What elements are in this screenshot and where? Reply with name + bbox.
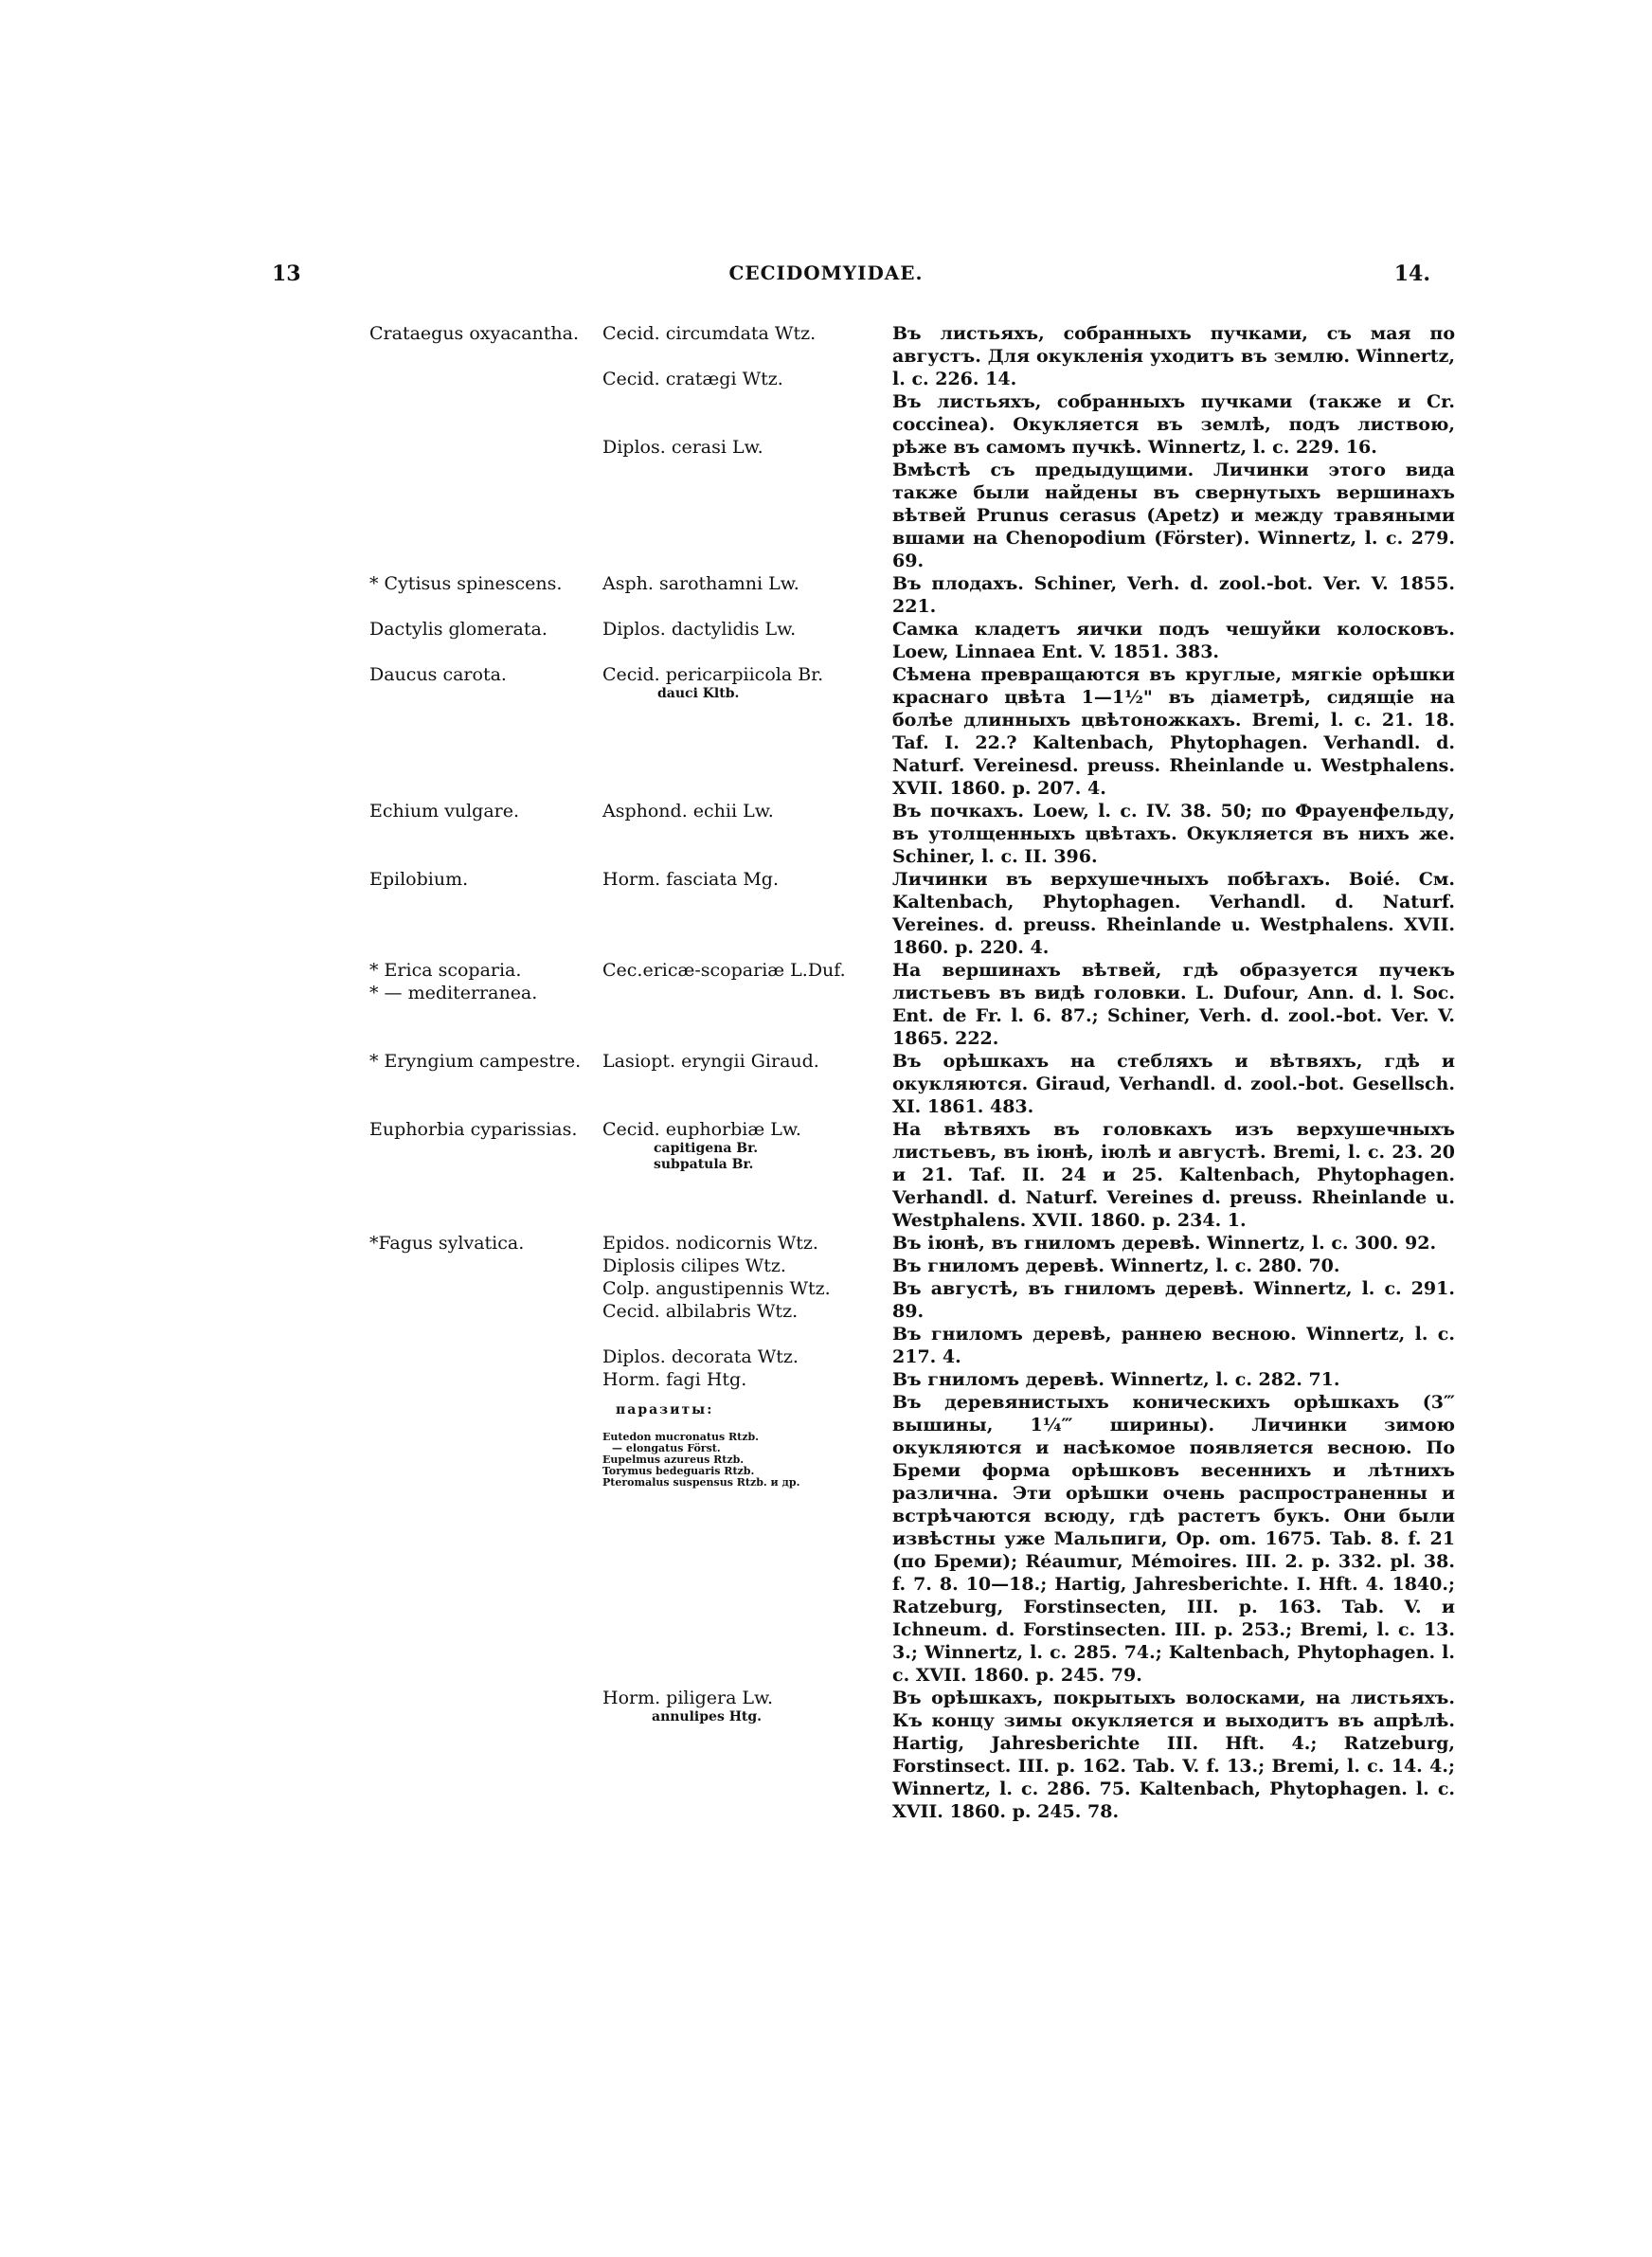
page-header [0, 262, 1652, 290]
gall-insects: Epidos. nodicornis Wtz. Diplosis cilipes Wtz. Colp. angustipennis Wtz. Cecid. albilabris Wtz. Diplos. decorata Wtz. Horm. fagi Htg. паразиты: Eutedon mucronatus Rtzb. — elongatus Först. Eupelmus azureus Rtzb. Torymus bedeguaris Rtzb. Pteromalus suspensus Rtzb. и др. [602, 1232, 887, 1489]
gall-insects: Horm. piligera Lw. annulipes Htg. [602, 1688, 774, 1724]
description: Въ почкахъ. Loew, l. c. IV. 38. 50; по Фрауенфельду, въ утолщенныхъ цвѣтахъ. Окукляется въ нихъ же. Schiner, l. c. II. 396. [892, 801, 1455, 867]
gall-insects: Horm. fasciata Mg. [602, 869, 780, 890]
page-number-left: 13 [272, 262, 301, 286]
gall-insects: Lasiopt. eryngii Giraud. [602, 1051, 819, 1072]
host-plant: * Eryngium campestre. [369, 1051, 582, 1072]
description: Въ іюнѣ, въ гниломъ деревѣ. Winnertz, l. c. 300. 92. Въ гниломъ деревѣ. Winnertz, l. c. 280. 70. Въ августѣ, въ гниломъ деревѣ. Winnertz, l. c. 291. 89. Въ гниломъ деревѣ, раннею весною. Winnertz, l. c. 217. 4. Въ гниломъ деревѣ. Winnertz, l. c. 282. 71. Въ деревянистыхъ коническихъ орѣшкахъ (3‴ вышины, 1¼‴ ширины). Личинки зимою окукляются и насѣкомое появляется весною. По Бреми форма орѣшковъ весеннихъ и лѣтнихъ различна. Эти орѣшки очень распространенны и встрѣчаются всюду, гдѣ растетъ букъ. Они были извѣстны уже Мальпиги, Op. om. 1675. Tab. 8. f. 21 (по Бреми); Réaumur, Mémoires. III. 2. p. 332. pl. 38. f. 7. 8. 10—18.; Hartig, Jahresberichte. I. Hft. 4. 1840.; Ratzeburg, Forstinsecten, III. p. 163. Tab. V. и Ichneum. d. Forstinsecten. III. p. 253.; Bremi, l. c. 13. 3.; Winnertz, l. c. 285. 74.; Kaltenbach, Phytophagen. l. c. XVII. 1860. p. 245. 79. [892, 1233, 1455, 1686]
description: Въ листьяхъ, собранныхъ пучками, съ мая по августъ. Для окукленія уходитъ въ землю. Winnertz, l. c. 226. 14. Въ листьяхъ, собранныхъ пучками (также и Cr. coccinea). Окукляется въ землѣ, подъ листвою, рѣже въ самомъ пучкѣ. Winnertz, l. c. 229. 16. Вмѣстѣ съ предыдущими. Личинки этого вида также были найдены въ свернутыхъ вершинахъ вѣтвей Prunus cerasus (Apetz) и между травяными вшами на Chenopodium (Förster). Winnertz, l. c. 279. 69. [892, 323, 1455, 571]
parasites-list: Eutedon mucronatus Rtzb. — elongatus Först. Eupelmus azureus Rtzb. Torymus bedeguaris Rtzb. Pteromalus suspensus Rtzb. и др. [602, 1431, 800, 1489]
entry-row [0, 868, 1652, 959]
gall-insects: Cec.ericæ-scopariæ L.Duf. [602, 960, 846, 981]
gall-insects: Asphond. echii Lw. [602, 801, 774, 822]
entry-row [0, 1687, 1652, 1823]
gall-insects: Asph. sarothamni Lw. [602, 573, 799, 594]
description: Въ плодахъ. Schiner, Verh. d. zool.-bot. Ver. V. 1855. 221. [892, 573, 1455, 617]
gall-insects: Cecid. euphorbiæ Lw. capitigena Br. subpatula Br. [602, 1119, 801, 1172]
entry-row [0, 1232, 1652, 1687]
description: Самка кладетъ яички подъ чешуйки колосковъ. Loew, Linnaea Ent. V. 1851. 383. [892, 619, 1455, 662]
entry-row [0, 618, 1652, 663]
gall-insects: Cecid. pericarpiicola Br. dauci Kltb. [602, 664, 824, 701]
host-plant: Epilobium. [369, 869, 469, 890]
entry-row [0, 800, 1652, 868]
description: Личинки въ верхушечныхъ побѣгахъ. Boié. См. Kaltenbach, Phytophagen. Verhandl. d. Naturf. Vereines. d. preuss. Rheinlande u. Westphalens. XVII. 1860. p. 220. 4. [892, 869, 1455, 958]
page-number-right: 14. [1393, 262, 1430, 286]
gall-insects: Cecid. circumdata Wtz. Cecid. cratægi Wtz. Diplos. cerasi Lw. [602, 323, 817, 458]
entry-row [0, 663, 1652, 800]
entry-row [0, 322, 1652, 572]
description: Сѣмена превращаются въ круглые, мягкіе орѣшки краснаго цвѣта 1—1½" въ діаметрѣ, сидящіе на болѣе длинныхъ цвѣтоножкахъ. Bremi, l. c. 21. 18. Taf. I. 22.? Kaltenbach, Phytophagen. Verhandl. d. Naturf. Vereinesd. preuss. Rheinlande u. Westphalens. XVII. 1860. p. 207. 4. [892, 664, 1455, 799]
host-plant: Crataegus oxyacantha. [369, 323, 580, 344]
entry-row [0, 1050, 1652, 1118]
host-plant: Euphorbia cyparissias. [369, 1119, 578, 1140]
description: На вѣтвяхъ въ головкахъ изъ верхушечныхъ листьевъ, въ іюнѣ, іюлѣ и августѣ. Bremi, l. c. 23. 20 и 21. Taf. II. 24 и 25. Kaltenbach, Phytophagen. Verhandl. d. Naturf. Vereines d. preuss. Rheinlande u. Westphalens. XVII. 1860. p. 234. 1. [892, 1119, 1455, 1231]
entry-row [0, 959, 1652, 1050]
host-plant: Echium vulgare. [369, 801, 520, 822]
host-plant: Dactylis glomerata. [369, 619, 548, 640]
description: Въ орѣшкахъ на стебляхъ и вѣтвяхъ, гдѣ и окукляются. Giraud, Verhandl. d. zool.-bot. Gesellsch. XI. 1861. 483. [892, 1051, 1455, 1117]
entries-table [0, 322, 1652, 1823]
entry-row [0, 572, 1652, 618]
description: Въ орѣшкахъ, покрытыхъ волосками, на листьяхъ. Къ концу зимы окукляется и выходитъ въ апрѣлѣ. Hartig, Jahresberichte III. Hft. 4.; Ratzeburg, Forstinsect. III. p. 162. Tab. V. f. 13.; Bremi, l. c. 14. 4.; Winnertz, l. c. 286. 75. Kaltenbach, Phytophagen. l. c. XVII. 1860. p. 245. 78. [892, 1688, 1455, 1822]
parasites-label: паразиты: [616, 1402, 714, 1417]
host-plant: Daucus carota. [369, 664, 507, 685]
gall-insects: Diplos. dactylidis Lw. [602, 619, 797, 640]
entry-row [0, 1118, 1652, 1232]
host-plant: * Cytisus spinescens. [369, 573, 563, 594]
running-title: CECIDOMYIDAE. [728, 262, 924, 284]
description: На вершинахъ вѣтвей, гдѣ образуется пучекъ листьевъ въ видѣ головки. L. Dufour, Ann. d. l. Soc. Ent. de Fr. l. 6. 87.; Schiner, Verh. d. zool.-bot. Ver. V. 1865. 222. [892, 960, 1455, 1049]
host-plant: *Fagus sylvatica. [369, 1233, 525, 1254]
host-plant: * Erica scoparia. * — mediterranea. [369, 960, 538, 1003]
